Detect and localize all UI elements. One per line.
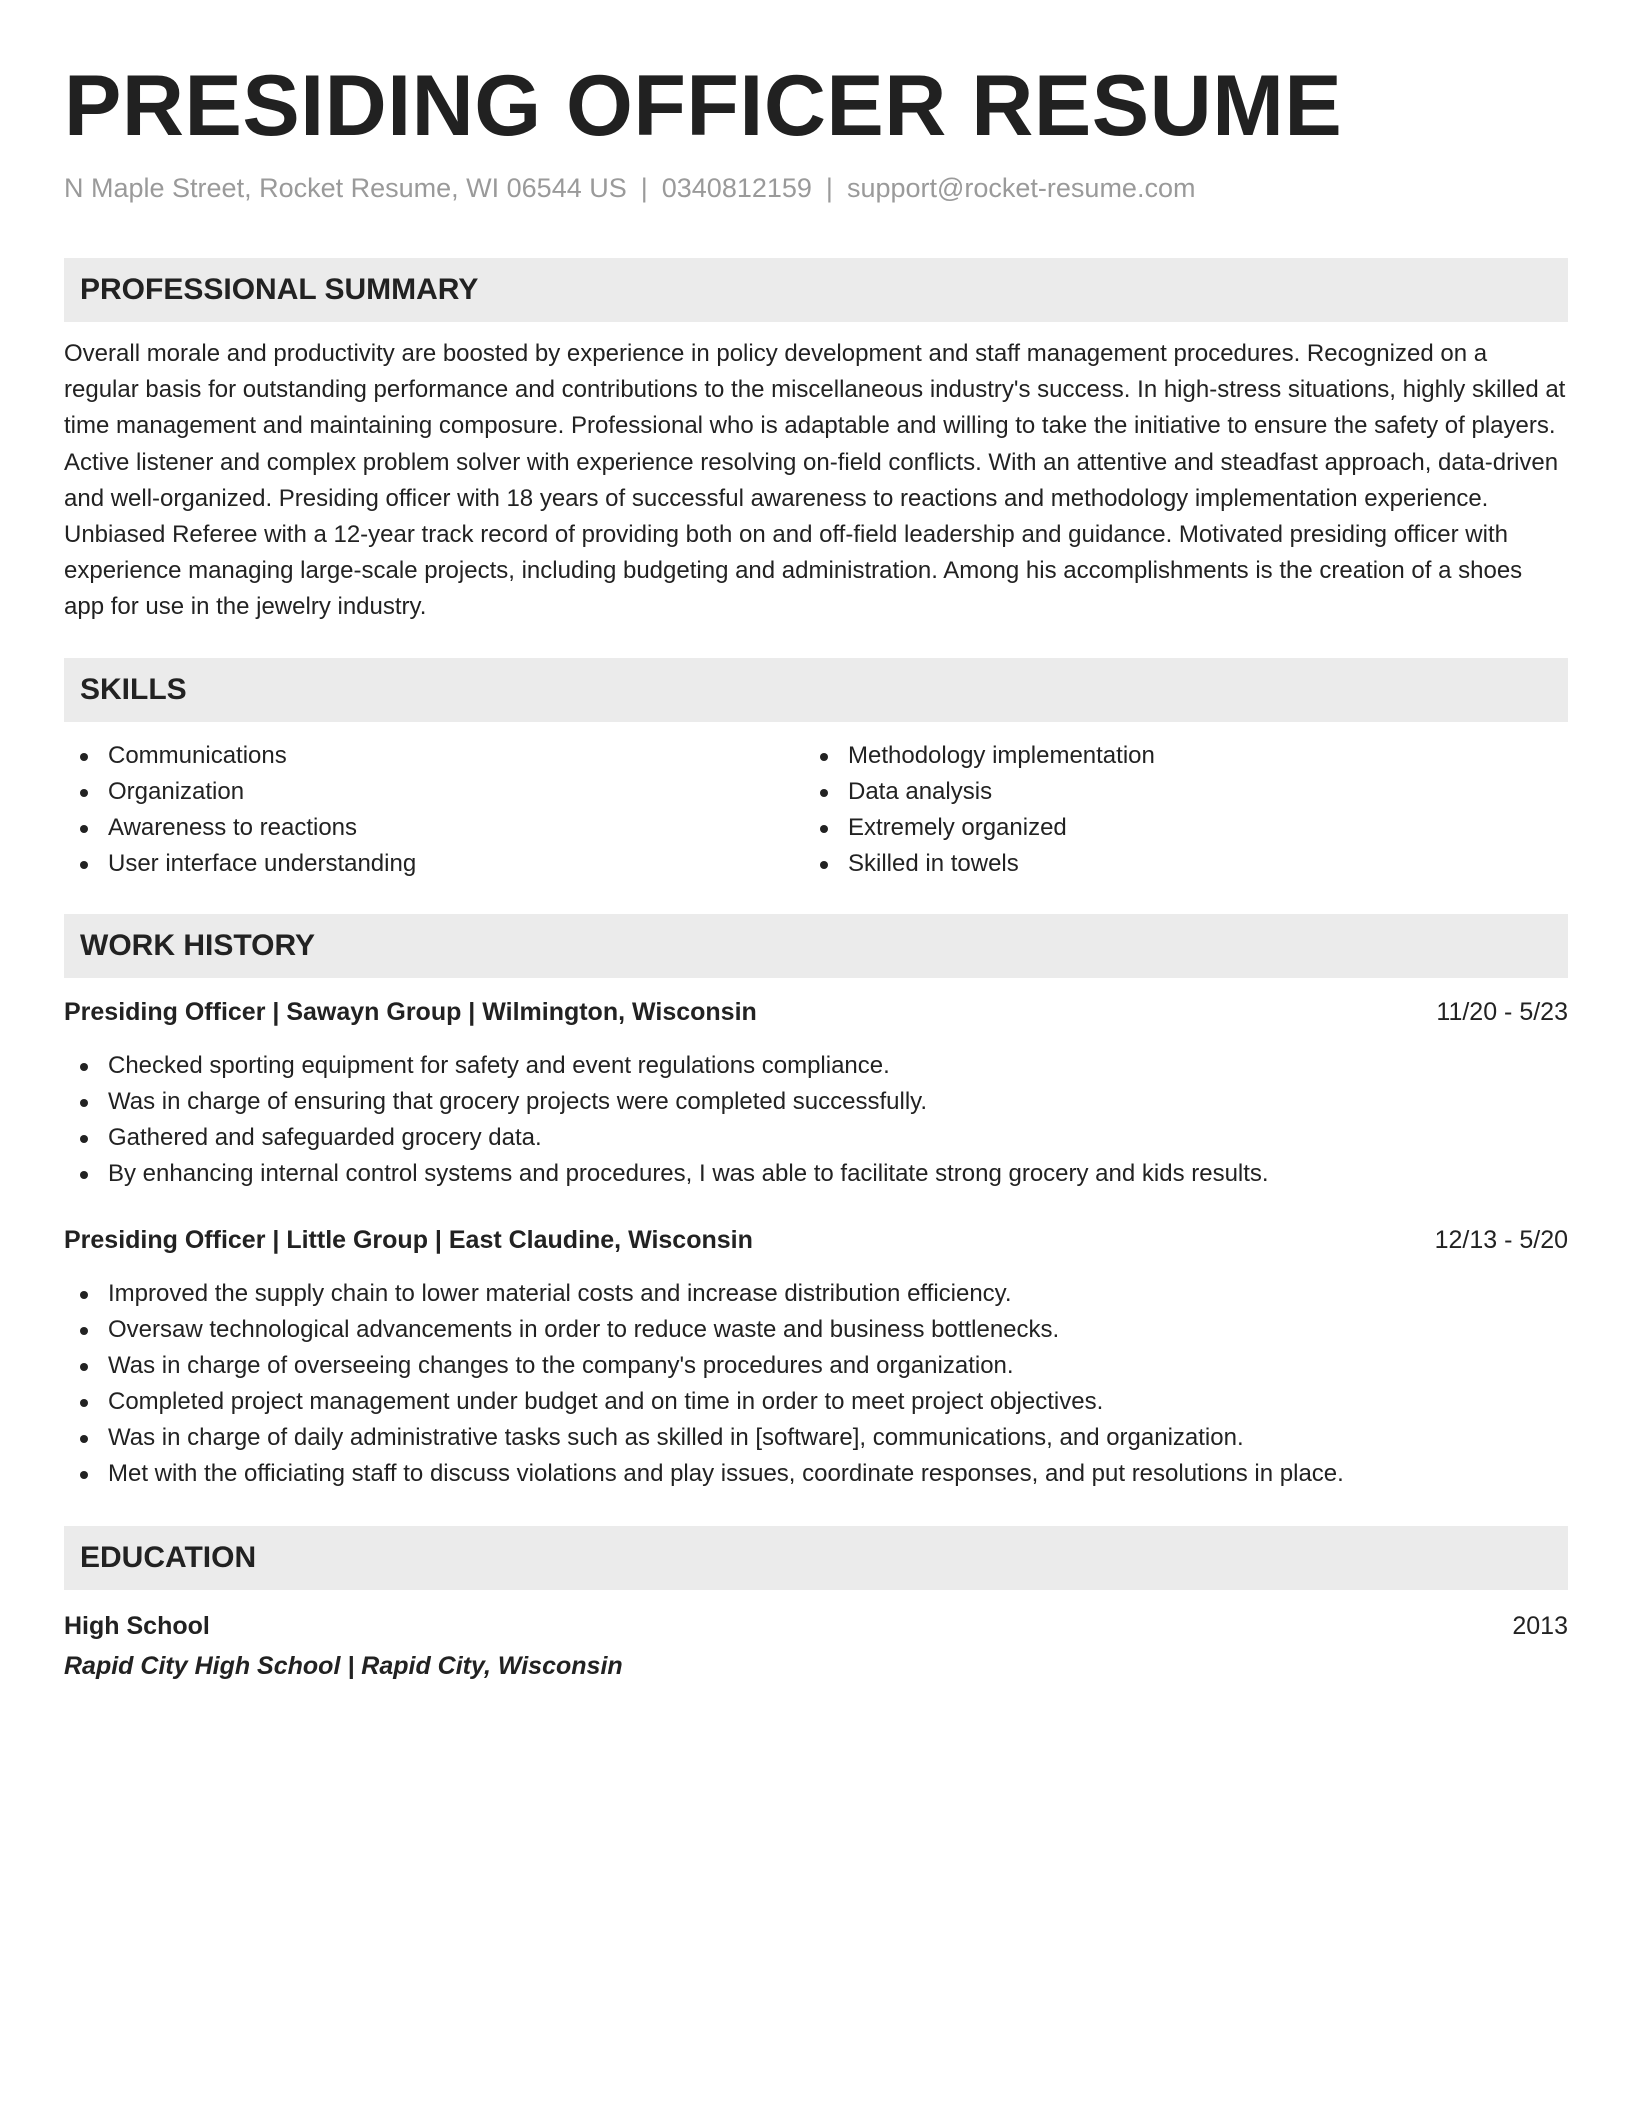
bullet-icon	[80, 1291, 88, 1299]
job-title: Presiding Officer | Sawayn Group | Wilmington, Wisconsin	[64, 997, 757, 1026]
section-header-work-history: WORK HISTORY	[64, 914, 1568, 978]
job-bullet: Oversaw technological advancements in order to reduce waste and business bottlenecks.	[108, 1312, 1568, 1348]
bullet-icon	[80, 825, 88, 833]
bullet-icon	[820, 789, 828, 797]
job-bullets	[64, 1276, 1568, 1492]
bullet-icon	[820, 825, 828, 833]
bullet-icon	[80, 1171, 88, 1179]
contact-address: N Maple Street, Rocket Resume, WI 06544 US	[64, 173, 627, 203]
skill-item: Methodology implementation	[804, 738, 1564, 774]
job-bullet: Was in charge of daily administrative tasks such as skilled in [software], communications, and organization.	[108, 1420, 1568, 1456]
job-bullets	[64, 1048, 1568, 1192]
bullet-icon	[80, 1399, 88, 1407]
job-header	[64, 1222, 1568, 1258]
job-title: Presiding Officer | Little Group | East Claudine, Wisconsin	[64, 1225, 753, 1254]
skill-item: Organization	[108, 774, 804, 810]
skills-column-right	[804, 738, 1564, 882]
skill-item: User interface understanding	[108, 846, 804, 882]
skill-item: Awareness to reactions	[108, 810, 804, 846]
education-school: Rapid City High School | Rapid City, Wisconsin	[64, 1651, 623, 1680]
job-dates: 12/13 - 5/20	[1434, 1225, 1568, 1254]
bullet-icon	[80, 1471, 88, 1479]
bullet-icon	[820, 861, 828, 869]
job-bullet: Gathered and safeguarded grocery data.	[108, 1120, 1568, 1156]
bullet-icon	[80, 753, 88, 761]
bullet-icon	[80, 1435, 88, 1443]
section-header-skills: SKILLS	[64, 658, 1568, 722]
skill-item: Extremely organized	[804, 810, 1564, 846]
job-dates: 11/20 - 5/23	[1436, 997, 1568, 1026]
skill-item: Data analysis	[804, 774, 1564, 810]
skills-list	[64, 738, 1568, 882]
contact-phone: 0340812159	[661, 173, 812, 203]
job-bullet: Checked sporting equipment for safety and event regulations compliance.	[108, 1048, 1568, 1084]
job-entry	[64, 994, 1568, 1192]
skill-item: Skilled in towels	[804, 846, 1564, 882]
bullet-icon	[80, 1135, 88, 1143]
job-bullet: Completed project management under budget and on time in order to meet project objectives.	[108, 1384, 1568, 1420]
contact-separator: |	[640, 173, 648, 203]
contact-separator: |	[825, 173, 833, 203]
bullet-icon	[80, 1327, 88, 1335]
skills-column-left	[64, 738, 804, 882]
contact-email: support@rocket-resume.com	[846, 173, 1196, 203]
bullet-icon	[80, 1363, 88, 1371]
skill-item: Communications	[108, 738, 804, 774]
bullet-icon	[80, 1099, 88, 1107]
bullet-icon	[80, 1063, 88, 1071]
job-bullet: Met with the officiating staff to discuss violations and play issues, coordinate responses, and put resolutions in place.	[108, 1456, 1568, 1492]
bullet-icon	[820, 753, 828, 761]
section-header-summary: PROFESSIONAL SUMMARY	[64, 258, 1568, 322]
summary-text: Overall morale and productivity are boosted by experience in policy development and staff management procedures. Recognized on a regular basis for outstanding performance and contributions to the miscellaneous industry's success. In high-stress situations, highly skilled at time management and maintaining composure. Professional who is adaptable and willing to take the initiative to ensure the safety of players. Active listener and complex problem solver with experience resolving on-field conflicts. With an attentive and steadfast approach, data-driven and well-organized. Presiding officer with 18 years of successful awareness to reactions and methodology implementation experience. Unbiased Referee with a 12-year track record of providing both on and off-field leadership and guidance. Motivated presiding officer with experience managing large-scale projects, including budgeting and administration. Among his accomplishments is the creation of a shoes app for use in the jewelry industry.	[64, 340, 1566, 621]
job-bullet: Was in charge of ensuring that grocery projects were completed successfully.	[108, 1084, 1568, 1120]
job-header	[64, 994, 1568, 1030]
job-bullet: Improved the supply chain to lower material costs and increase distribution efficiency.	[108, 1276, 1568, 1312]
job-bullet: By enhancing internal control systems and procedures, I was able to facilitate strong grocery and kids results.	[108, 1156, 1568, 1192]
job-entry	[64, 1222, 1568, 1492]
job-bullet: Was in charge of overseeing changes to the company's procedures and organization.	[108, 1348, 1568, 1384]
bullet-icon	[80, 861, 88, 869]
education-year: 2013	[1512, 1611, 1568, 1640]
resume-title: PRESIDING OFFICER RESUME	[64, 58, 1343, 154]
contact-line	[64, 168, 1568, 208]
bullet-icon	[80, 789, 88, 797]
education-header	[64, 1608, 1568, 1644]
education-degree: High School	[64, 1611, 210, 1640]
section-header-education: EDUCATION	[64, 1526, 1568, 1590]
